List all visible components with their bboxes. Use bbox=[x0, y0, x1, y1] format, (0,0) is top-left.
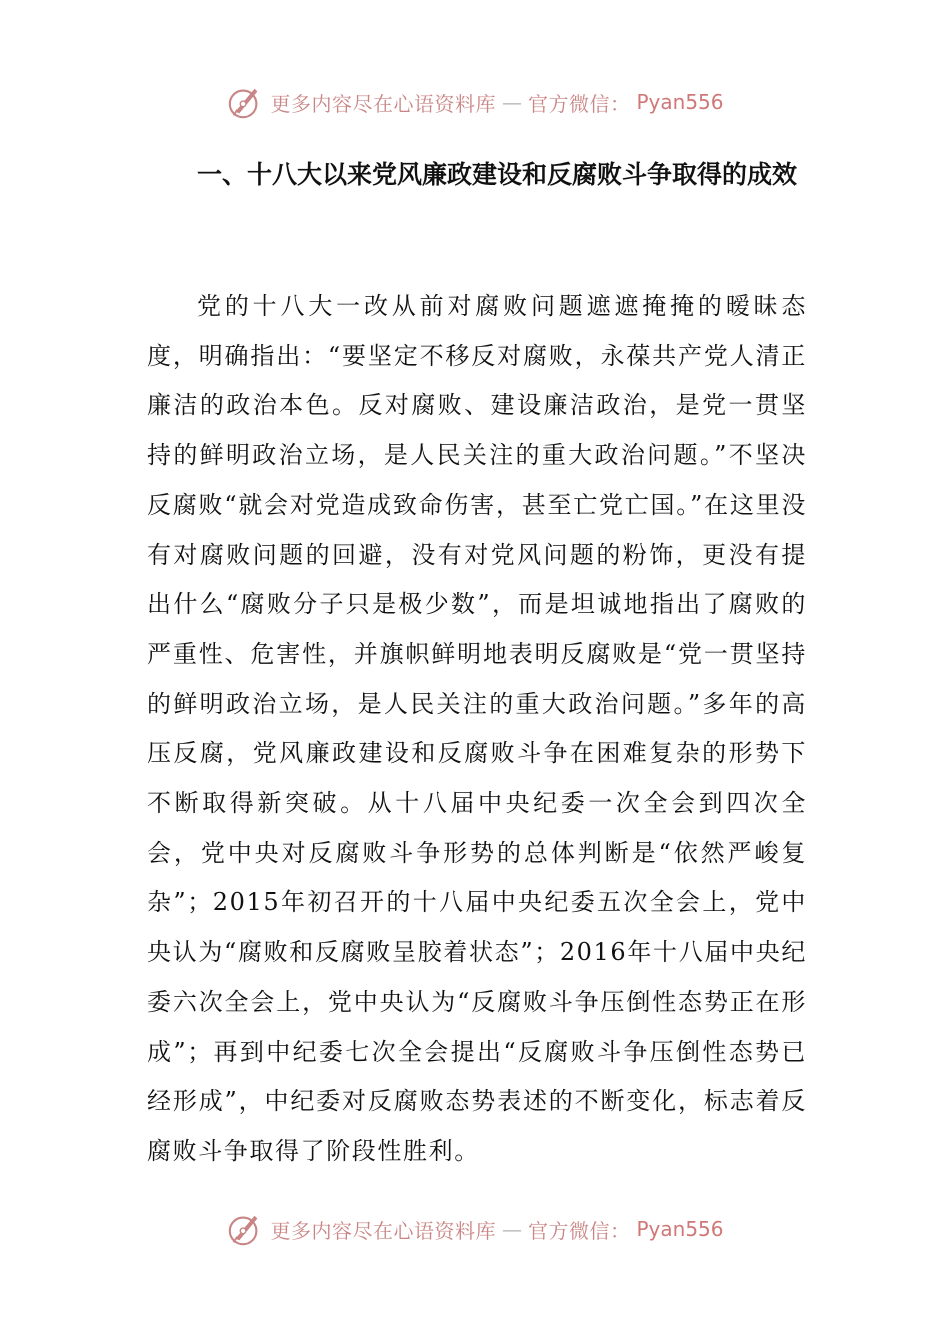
section-paragraph: 党的十八大一改从前对腐败问题遮遮掩掩的暧昧态度，明确指出：“要坚定不移反对腐败，永葆共产党人清正廉洁的政治本色。反对腐败、建设廉洁政治，是党一贯坚持的鲜明政治立场，是人民关注的重大政治问题。”不坚决反腐败“就会对党造成致命伤害，甚至亡党亡国。”在这里没有对腐败问题的回避，没有对党风问题的粉饰，更没有提出什么“腐败分子只是极少数”，而是坦诚地指出了腐败的严重性、危害性，并旗帜鲜明地表明反腐败是“党一贯坚持的鲜明政治立场，是人民关注的重大政治问题。”多年的高压反腐，党风廉政建设和反腐败斗争在困难复杂的形势下不断取得新突破。从十八届中央纪委一次全会到四次全会，党中央对反腐败斗争形势的总体判断是“依然严峻复杂”；2015年初召开的十八届中央纪委五次全会上，党中央认为“腐败和反腐败呈胶着状态”；2016年十八届中央纪委六次全会上，党中央认为“反腐败斗争压倒性态势正在形成”；再到中纪委七次全会提出“反腐败斗争压倒性态势已经形成”，中纪委对反腐败态势表述的不断变化，标志着反腐败斗争取得了阶段性胜利。 bbox=[147, 292, 807, 1165]
watermark-handle: Pyan556 bbox=[636, 90, 724, 114]
header-watermark bbox=[0, 82, 950, 122]
watermark-handle: Pyan556 bbox=[636, 1217, 724, 1241]
watermark-separator: — bbox=[501, 90, 522, 114]
watermark-label: 官方微信： bbox=[527, 91, 631, 116]
watermark-text: 更多内容尽在心语资料库 bbox=[270, 1218, 496, 1243]
footer-watermark bbox=[0, 1209, 950, 1249]
watermark-label: 官方微信： bbox=[527, 1218, 631, 1243]
quill-logo-icon bbox=[226, 83, 264, 121]
section-heading: 一、十八大以来党风廉政建设和反腐败斗争取得的成效 bbox=[197, 160, 798, 189]
quill-logo-icon bbox=[226, 1210, 264, 1248]
watermark-separator: — bbox=[501, 1217, 522, 1241]
watermark-text: 更多内容尽在心语资料库 bbox=[270, 91, 496, 116]
